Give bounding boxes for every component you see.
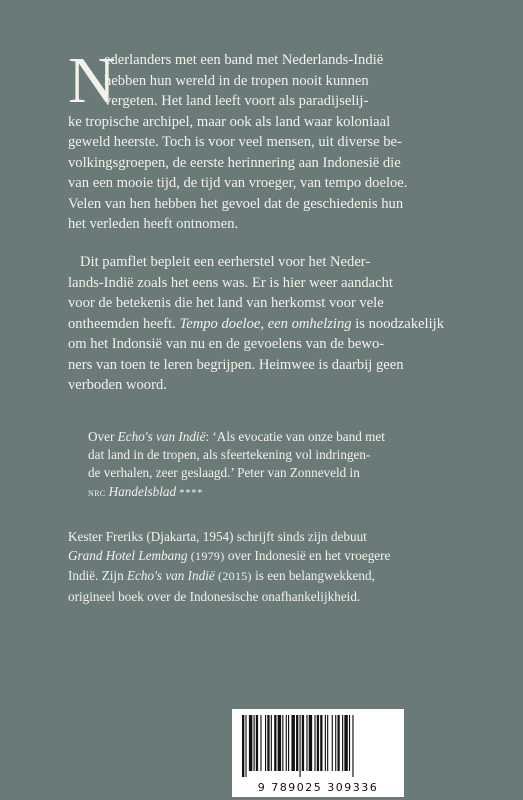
barcode-bar <box>349 715 350 771</box>
review-line-1 <box>88 428 468 446</box>
intro-line-9: het verleden heeft ontnomen. <box>68 216 239 232</box>
review-line-1-rest: : ‘Als evocatie van onze band met <box>205 429 385 444</box>
barcode-bar <box>320 715 322 771</box>
barcode-bar <box>254 715 255 771</box>
intro-paragraph <box>68 44 478 235</box>
barcode-bar <box>325 715 326 771</box>
debut-title: Grand Hotel Lembang <box>68 548 188 564</box>
pamphlet-title: Tempo doeloe, een omhelzing <box>179 315 352 332</box>
author-bio <box>68 527 478 606</box>
barcode-bar <box>282 715 283 771</box>
bio-line-1: Kester Freriks (Djakarta, 1954) schrijft sinds zijn debuut <box>68 529 367 544</box>
intro-line-2: hebben hun wereld in de tropen nooit kunnen <box>104 72 369 89</box>
debut-year: (1979) <box>190 549 225 564</box>
barcode-bar <box>267 715 269 771</box>
drop-cap-letter: N <box>68 44 116 117</box>
p2-line-1: Dit pamflet bepleit een eerherstel voor het Neder- <box>80 254 371 270</box>
bio-line-3-start: Indië. Zijn <box>68 568 124 584</box>
review-stars: **** <box>179 487 204 499</box>
review-prefix: Over <box>88 429 115 444</box>
barcode-bar <box>288 715 289 771</box>
intro-line-4: ke tropische archipel, maar ook als land waar koloniaal <box>68 113 391 130</box>
review-book-title: Echo's van Indië <box>117 429 206 444</box>
second-paragraph <box>68 252 478 396</box>
barcode-bar <box>286 715 287 771</box>
barcode-bar <box>242 715 244 777</box>
barcode-bar <box>327 715 328 771</box>
barcode-bars <box>232 709 404 781</box>
intro-line-7: van een mooie tijd, de tijd van vroeger, van tempo doeloe. <box>68 175 408 191</box>
barcode-bar <box>342 715 343 771</box>
p2-line-5: om het Indonsië van nu en de gevoelens van de bewo- <box>68 336 385 352</box>
barcode-bar <box>278 715 281 771</box>
review-quote <box>88 428 468 503</box>
review-line-4 <box>88 483 468 503</box>
barcode-bar <box>260 715 261 771</box>
barcode-bar <box>335 715 336 771</box>
barcode-bar <box>245 715 246 777</box>
bio-line-3 <box>68 566 478 586</box>
p2-line-6: ners van toen te leren begrijpen. Heimwee is daarbij geen <box>68 356 404 373</box>
barcode-bar <box>249 715 252 771</box>
barcode-bar <box>274 715 276 771</box>
p2-line-4-end: is noodzakelijk <box>355 315 444 332</box>
isbn-number: 9 789025 309336 <box>257 781 379 794</box>
bio-line-2-rest: over Indonesië en het vroegere <box>227 548 391 564</box>
barcode-bar <box>314 715 315 771</box>
intro-line-5: geweld heerste. Toch is voor veel mensen, uit diverse be- <box>68 134 402 150</box>
p2-line-4-start: ontheemden heeft. <box>68 315 176 332</box>
p2-line-2: lands-Indië zoals het eens was. Er is hier weer aandacht <box>68 274 393 291</box>
intro-line-1: ederlanders met een band met Nederlands-Indië <box>104 52 384 68</box>
barcode-bar <box>302 715 304 771</box>
intro-line-3: vergeten. Het land leeft voort als paradijselij- <box>104 93 369 109</box>
echo-year: (2015) <box>218 569 252 584</box>
bio-line-3-rest: is een belangwekkend, <box>255 568 375 584</box>
p2-line-3: voor de betekenis die het land van herkomst voor vele <box>68 295 384 311</box>
review-line-3: de verhalen, zeer geslaagd.’ Peter van Zonneveld in <box>88 465 360 481</box>
barcode-bar <box>337 715 339 771</box>
barcode-bar <box>317 715 319 771</box>
p2-line-7: verboden woord. <box>68 377 167 393</box>
barcode-bar <box>332 715 333 771</box>
intro-line-6: volkingsgroepen, de eerste herinnering aan Indonesië die <box>68 154 401 171</box>
echo-title: Echo's van Indië <box>126 568 215 584</box>
p2-line-4 <box>68 314 478 335</box>
bio-line-4: origineel boek over de Indonesische onafhankelijkheid. <box>68 588 361 604</box>
review-line-2: dat land in de tropen, als sfeertekening vol indringen- <box>88 447 371 463</box>
isbn-barcode <box>232 709 404 797</box>
barcode-bar <box>352 715 353 777</box>
barcode-bar <box>271 715 272 771</box>
barcode-bar <box>256 715 258 771</box>
review-source-paper: Handelsblad <box>108 483 177 499</box>
barcode-bar <box>306 715 307 771</box>
barcode-bar <box>309 715 312 771</box>
bio-line-2 <box>68 546 478 566</box>
barcode-bar <box>344 715 347 771</box>
barcode-bar <box>265 715 266 771</box>
barcode-bar <box>291 715 294 771</box>
review-source-nrc: nrc <box>88 484 106 499</box>
barcode-bar <box>300 715 301 777</box>
intro-line-8: Velen van hen hebben het gevoel dat de geschiedenis hun <box>68 195 404 212</box>
barcode-bar <box>296 715 298 771</box>
